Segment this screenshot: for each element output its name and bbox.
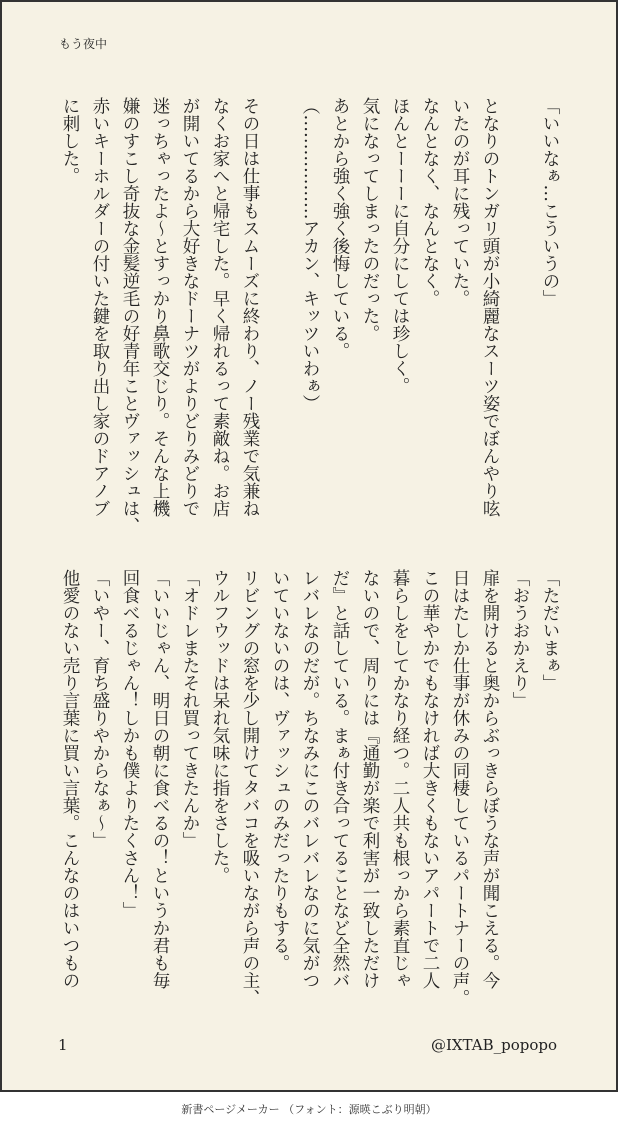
text-column: 「オドレまたそれ買ってきたんか」	[180, 569, 200, 849]
text-column: この華やかでもなければ大きくもないアパートで二人	[420, 569, 440, 989]
text-column: なんとなく、なんとなく。	[420, 97, 440, 307]
text-column: レバレなのだが。ちなみにこのバレバレなのに気がつ	[300, 569, 320, 989]
text-column: 「おうおかえり」	[510, 569, 530, 709]
author-handle: @IXTAB_popopo	[430, 1036, 557, 1054]
header-note: もう夜中	[59, 37, 108, 51]
blank-column	[505, 97, 535, 537]
text-column: ほんとーーーに自分にしては珍しく。	[390, 97, 410, 395]
footer-caption: 新書ページメーカー （フォント：源暎こぶり明朝）	[181, 1103, 437, 1116]
text-column: 「いいじゃん、明日の朝に食べるの！というか君も毎	[150, 569, 170, 989]
text-column: いていないのは、ヴァッシュのみだったりもする。	[270, 569, 290, 972]
text-column: 嫌のすこし奇抜な金髪逆毛の好青年ことヴァッシュは、	[120, 97, 140, 535]
text-column: 「いいなぁ…こういうの」	[540, 97, 560, 307]
text-column: ないので、周りには『通勤が楽で利害が一致しただけ	[360, 569, 380, 989]
text-column: 他愛のない売り言葉に買い言葉。こんなのはいつもの	[60, 569, 80, 989]
text-column: となりのトンガリ頭が小綺麗なスーツ姿でぼんやり呟	[480, 97, 500, 517]
text-column: リビングの窓を少し開けてタバコを吸いながら声の主、	[240, 569, 260, 1007]
text-column: 扉を開けると奥からぶっきらぼうな声が聞こえる。今	[480, 569, 500, 989]
text-column: 迷っちゃったよ～とすっかり鼻歌交じり。そんな上機	[150, 97, 170, 517]
text-column: なくお家へと帰宅した。早く帰れるって素敵ね。お店	[210, 97, 230, 517]
text-column: いたのが耳に残っていた。	[450, 97, 470, 307]
blank-column	[265, 97, 295, 537]
page-number: 1	[58, 1036, 68, 1054]
text-column: 「ただいまぁ」	[540, 569, 560, 692]
text-column: 日はたしか仕事が休みの同棲しているパートナーの声。	[450, 569, 470, 1007]
lower-text-block	[55, 569, 565, 1009]
text-column: 暮らしをしてかなり経つ。二人共も根っから素直じゃ	[390, 569, 410, 989]
text-column: 赤いキーホルダーの付いた鍵を取り出し家のドアノブ	[90, 97, 110, 517]
text-column: ウルフウッドは呆れ気味に指をさした。	[210, 569, 230, 884]
text-column: に刺した。	[60, 97, 80, 185]
text-column: だ』と話している。まぁ付き合ってることなど全然バ	[330, 569, 350, 989]
text-column: が開いてるから大好きなドーナツがよりどりみどりで	[180, 97, 200, 517]
text-column: 回食べるじゃん！しかも僕よりたくさん！」	[120, 569, 140, 919]
text-column: 「いやー、育ち盛りやからなぁ～」	[90, 569, 110, 849]
text-column: 気になってしまったのだった。	[360, 97, 380, 342]
text-column: その日は仕事もスムーズに終わり、ノー残業で気兼ね	[240, 97, 260, 517]
upper-text-block	[55, 97, 565, 537]
text-column: あとから強く強く後悔している。	[330, 97, 350, 360]
text-column: （………………アカン、キッツいわぁ）	[300, 97, 320, 412]
